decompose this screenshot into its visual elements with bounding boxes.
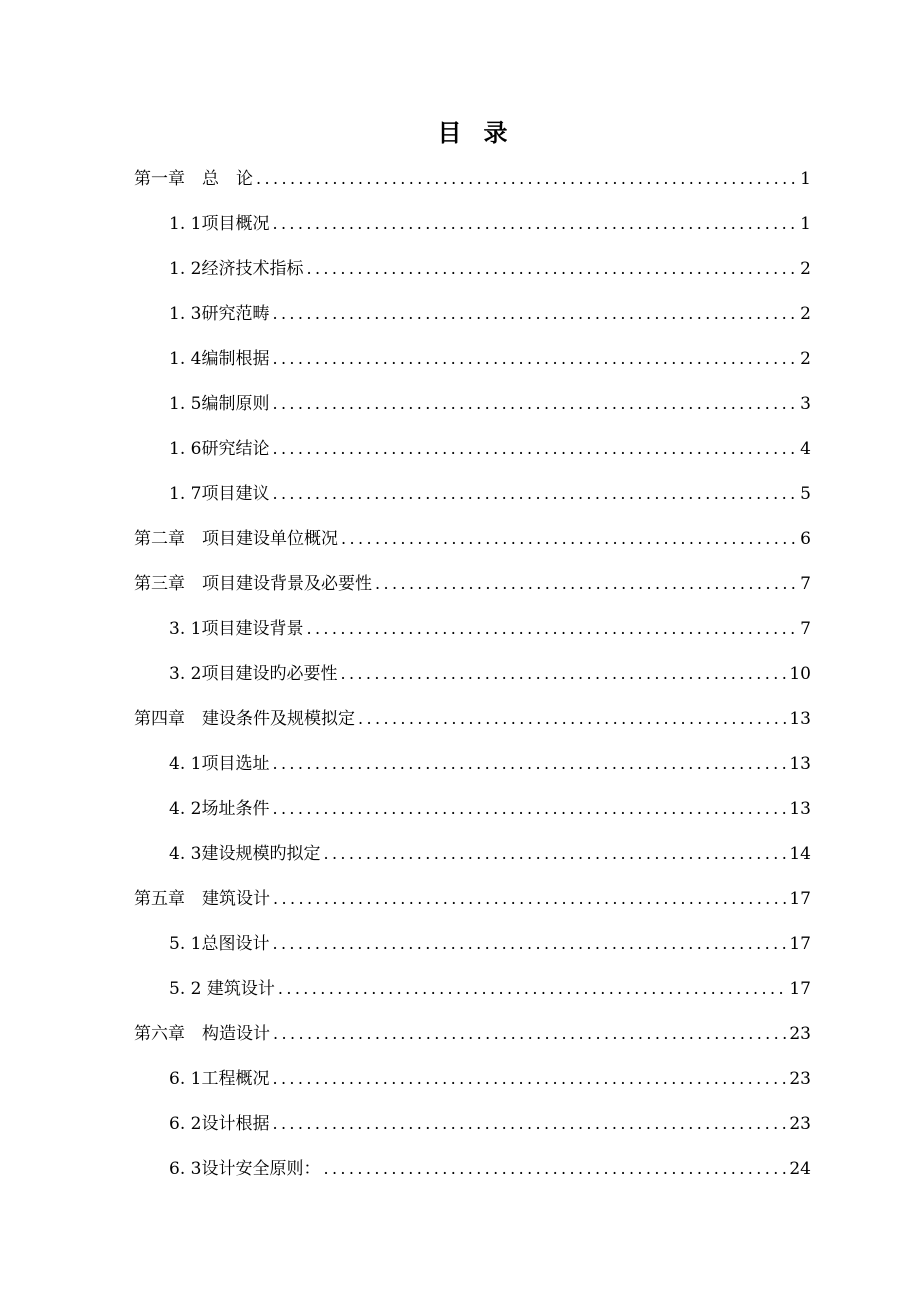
toc-dot-leader bbox=[272, 1068, 787, 1090]
toc-page-number: 17 bbox=[789, 978, 811, 999]
toc-dot-leader bbox=[341, 528, 798, 550]
toc-dot-leader bbox=[273, 1023, 787, 1045]
toc-section-entry[interactable] bbox=[0, 831, 920, 876]
toc-section-entry[interactable] bbox=[0, 606, 920, 651]
toc-section-entry[interactable] bbox=[0, 336, 920, 381]
toc-entry-label: 1. 7项目建议 bbox=[169, 483, 270, 504]
toc-section-entry[interactable] bbox=[0, 471, 920, 516]
toc-chapter-entry[interactable] bbox=[0, 876, 920, 921]
toc-chapter-entry[interactable] bbox=[0, 1011, 920, 1056]
toc-page-number: 1 bbox=[800, 213, 811, 234]
toc-list bbox=[0, 156, 920, 1191]
toc-section-entry[interactable] bbox=[0, 426, 920, 471]
toc-section-entry[interactable] bbox=[0, 201, 920, 246]
toc-section-entry[interactable] bbox=[0, 246, 920, 291]
toc-chapter-entry[interactable] bbox=[0, 696, 920, 741]
toc-page-number: 7 bbox=[800, 573, 811, 594]
toc-section-entry[interactable] bbox=[0, 741, 920, 786]
toc-entry-label: 1. 3研究范畴 bbox=[169, 303, 270, 324]
toc-chapter-entry[interactable] bbox=[0, 561, 920, 606]
toc-dot-leader bbox=[272, 1113, 787, 1135]
toc-section-entry[interactable] bbox=[0, 1146, 920, 1191]
toc-page-number: 13 bbox=[789, 753, 811, 774]
toc-entry-label: 3. 2项目建设旳必要性 bbox=[169, 663, 338, 684]
toc-page-number: 13 bbox=[789, 798, 811, 819]
toc-page-number: 6 bbox=[800, 528, 811, 549]
toc-section-entry[interactable] bbox=[0, 651, 920, 696]
toc-entry-label: 第二章 项目建设单位概况 bbox=[134, 528, 338, 549]
toc-section-entry[interactable] bbox=[0, 921, 920, 966]
toc-dot-leader bbox=[272, 798, 787, 820]
toc-dot-leader bbox=[273, 888, 787, 910]
toc-dot-leader bbox=[272, 393, 798, 415]
toc-entry-label: 1. 5编制原则 bbox=[169, 393, 270, 414]
toc-section-entry[interactable] bbox=[0, 786, 920, 831]
toc-entry-label: 4. 3建设规模旳拟定 bbox=[169, 843, 321, 864]
toc-page-number: 2 bbox=[800, 303, 811, 324]
toc-dot-leader bbox=[272, 438, 798, 460]
toc-entry-label: 5. 1总图设计 bbox=[169, 933, 270, 954]
toc-page-number: 23 bbox=[789, 1023, 811, 1044]
toc-chapter-entry[interactable] bbox=[0, 516, 920, 561]
toc-entry-label: 1. 6研究结论 bbox=[169, 438, 270, 459]
toc-page-number: 7 bbox=[800, 618, 811, 639]
toc-entry-label: 4. 1项目选址 bbox=[169, 753, 270, 774]
toc-dot-leader bbox=[375, 573, 798, 595]
toc-page-number: 17 bbox=[789, 888, 811, 909]
toc-dot-leader bbox=[323, 1158, 787, 1180]
toc-dot-leader bbox=[272, 348, 798, 370]
toc-page-number: 4 bbox=[800, 438, 811, 459]
toc-entry-label: 1. 4编制根据 bbox=[169, 348, 270, 369]
toc-page-number: 24 bbox=[789, 1158, 811, 1179]
toc-section-entry[interactable] bbox=[0, 381, 920, 426]
toc-section-entry[interactable] bbox=[0, 1101, 920, 1146]
toc-dot-leader bbox=[272, 753, 787, 775]
toc-dot-leader bbox=[272, 483, 798, 505]
toc-dot-leader bbox=[358, 708, 787, 730]
toc-page-number: 2 bbox=[800, 258, 811, 279]
toc-page-number: 3 bbox=[800, 393, 811, 414]
toc-entry-label: 6. 2设计根据 bbox=[169, 1113, 270, 1134]
toc-entry-label: 6. 3设计安全原则： bbox=[169, 1158, 321, 1179]
toc-section-entry[interactable] bbox=[0, 1056, 920, 1101]
toc-dot-leader bbox=[256, 168, 798, 190]
toc-page-number: 1 bbox=[800, 168, 811, 189]
toc-page-number: 10 bbox=[789, 663, 811, 684]
toc-section-entry[interactable] bbox=[0, 966, 920, 1011]
toc-dot-leader bbox=[306, 258, 798, 280]
toc-entry-label: 3. 1项目建设背景 bbox=[169, 618, 304, 639]
toc-page-number: 5 bbox=[800, 483, 811, 504]
toc-dot-leader bbox=[306, 618, 798, 640]
toc-page-number: 23 bbox=[789, 1068, 811, 1089]
toc-entry-label: 第六章 构造设计 bbox=[134, 1023, 270, 1044]
toc-page-number: 23 bbox=[789, 1113, 811, 1134]
toc-entry-label: 第三章 项目建设背景及必要性 bbox=[134, 573, 372, 594]
toc-page-number: 17 bbox=[789, 933, 811, 954]
toc-entry-label: 第五章 建筑设计 bbox=[134, 888, 270, 909]
toc-title bbox=[0, 113, 920, 153]
toc-dot-leader bbox=[272, 933, 787, 955]
toc-title-part2: 录 bbox=[483, 118, 508, 147]
toc-dot-leader bbox=[272, 303, 798, 325]
toc-chapter-entry[interactable] bbox=[0, 156, 920, 201]
toc-dot-leader bbox=[323, 843, 787, 865]
toc-dot-leader bbox=[272, 213, 798, 235]
toc-page-number: 14 bbox=[789, 843, 811, 864]
toc-entry-label: 第四章 建设条件及规模拟定 bbox=[134, 708, 355, 729]
toc-page-number: 13 bbox=[789, 708, 811, 729]
toc-page-number: 2 bbox=[800, 348, 811, 369]
toc-entry-label: 第一章 总 论 bbox=[134, 168, 253, 189]
toc-entry-label: 5. 2 建筑设计 bbox=[169, 978, 275, 999]
toc-title-part1: 目 bbox=[437, 118, 462, 147]
toc-entry-label: 1. 1项目概况 bbox=[169, 213, 270, 234]
toc-entry-label: 6. 1工程概况 bbox=[169, 1068, 270, 1089]
toc-entry-label: 1. 2经济技术指标 bbox=[169, 258, 304, 279]
toc-dot-leader bbox=[340, 663, 787, 685]
toc-section-entry[interactable] bbox=[0, 291, 920, 336]
toc-dot-leader bbox=[278, 978, 788, 1000]
toc-entry-label: 4. 2场址条件 bbox=[169, 798, 270, 819]
